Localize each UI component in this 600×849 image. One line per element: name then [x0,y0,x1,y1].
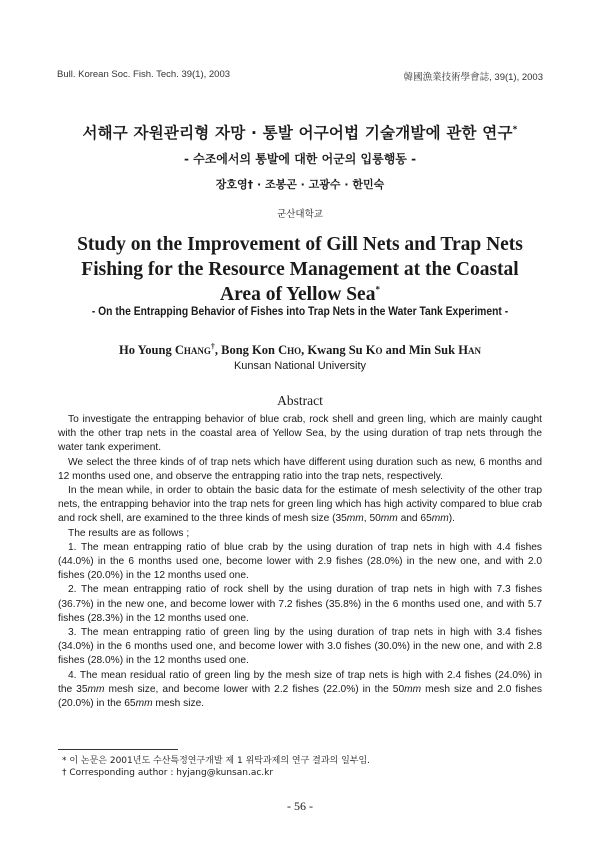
unit-mm: mm [404,683,422,695]
english-title-line-1: Study on the Improvement of Gill Nets and Trap Nets [77,234,523,255]
abstract-paragraph-4: The results are as follows ; [68,527,190,539]
abstract-paragraph-3 [58,484,542,527]
p3-text-c: and 65 [397,513,432,525]
unit-mm: mm [346,513,364,525]
english-authors: Ho Young Chang†, Bong Kon Cho, Kwang Su Ko and Min Suk Han [119,342,481,358]
p3-text-a: In the mean while, in order to obtain the basic data for the estimate of mesh selectivity of the other trap nets, the entrapping behavior into the trap nets for green ling which has high activity compared to blue crab and rock shell, are examined to the three kinds of mesh size (35 [58,485,542,525]
result-item-3: 3. The mean entrapping ratio of green ling by the using duration of trap nets in high with 3.4 fishes (34.0%) in the 6 months used one, and become lower with 3.0 fishes (30.0%) in the new one, and with 2.8 fishes (28.0%) in the 12 months used one. [58,627,542,667]
page-number: - 56 - [287,799,313,813]
result-item-1: 1. The mean entrapping ratio of blue crab by the using duration of trap nets in high with 4.4 fishes (44.0%) in the 6 months used one, become lower with 2.9 fishes (28.0%) in the new one, and with 2.0 fishes (20.0%) in the 12 months used one. [58,541,542,582]
unit-mm: mm [380,513,398,525]
journal-header-korean: 韓國漁業技術學會誌, 39(1), 2003 [403,72,543,83]
english-title-line-3-text: Area of Yellow Sea [220,284,376,305]
result-item-2: 2. The mean entrapping ratio of rock shell by the using duration of trap nets in high with 7.3 fishes (36.7%) in the new one, and become lower with 7.2 fishes (35.8%) in the 6 months used one, and with 5.7 fishes (28.3%) in the 12 months used one. [58,584,542,624]
korean-title [0,121,600,143]
author-3-family: Ko [365,343,383,358]
r4-text-c: mesh size and 2.0 fishes (20.0%) in the 65 [58,683,542,710]
korean-subtitle: - 수조에서의 통발에 대한 어군의 입롱행동 - [183,152,417,166]
author-2-family: Cho [278,343,302,358]
english-affiliation: Kunsan National University [233,360,367,372]
journal-header-english: Bull. Korean Soc. Fish. Tech. 39(1), 2003 [57,69,231,80]
footnote-funding: * 이 논문은 2001년도 수산특정연구개발 제 1 위탁과제의 연구 결과의 일부임. [62,756,371,766]
author-1-given: Ho Young [119,343,175,358]
korean-title-text: 서해구 자원관리형 자망 · 통발 어구어법 기술개발에 관한 연구 [82,124,513,142]
author-4-given: Min Suk [408,343,459,358]
authors-and: and [382,343,409,358]
english-subtitle: - On the Entrapping Behavior of Fishes into Trap Nets in the Water Tank Experiment - [91,304,509,318]
footnote-divider [58,749,178,750]
p3-text-d: ). [448,513,455,525]
abstract-paragraph-1: To investigate the entrapping behavior of blue crab, rock shell and green ling, which are mainly caught with the other trap nets in the coastal area of Yellow Sea, by the using duration of trap nets through the water tank experiment. [58,414,542,454]
r4-text-a: 4. The mean residual ratio of green ling by the mesh size of trap nets is high with 2.4 fishes (24.0%) in the 35 [58,669,542,695]
author-4-family: Han [458,343,481,358]
english-title-mark: * [375,284,380,295]
author-1-family: Chang [174,343,211,358]
author-2-given: Bong Kon [221,343,279,358]
korean-title-mark: * [512,124,518,135]
author-3-given: Kwang Su [307,343,366,358]
english-title-line-2: Fishing for the Resource Management at the Coastal [81,259,519,280]
r4-text-d: mesh size. [152,698,205,710]
unit-mm: mm [135,698,153,710]
abstract-body [58,413,542,711]
unit-mm: mm [87,683,105,695]
p3-text-b: , 50 [363,513,381,525]
korean-authors: 장호영† · 조봉곤 · 고광수 · 한민숙 [215,178,385,191]
author-1-mark: † [210,342,215,351]
footnote-corresponding-author: † Corresponding author : hyjang@kunsan.ac.kr [62,768,274,778]
r4-text-b: mesh size, and become lower with 2.2 fishes (22.0%) in the 50 [104,683,405,695]
english-title-line-3 [0,284,600,306]
abstract-heading: Abstract [277,393,323,408]
abstract-paragraph-2: We select the three kinds of of trap nets which have different using duration such as new, 6 months and 12 months used one, and observe the entrapping ratio into the trap nets, respectively. [58,456,542,482]
korean-affiliation: 군산대학교 [277,209,323,220]
result-item-4 [58,669,542,712]
unit-mm: mm [431,513,449,525]
